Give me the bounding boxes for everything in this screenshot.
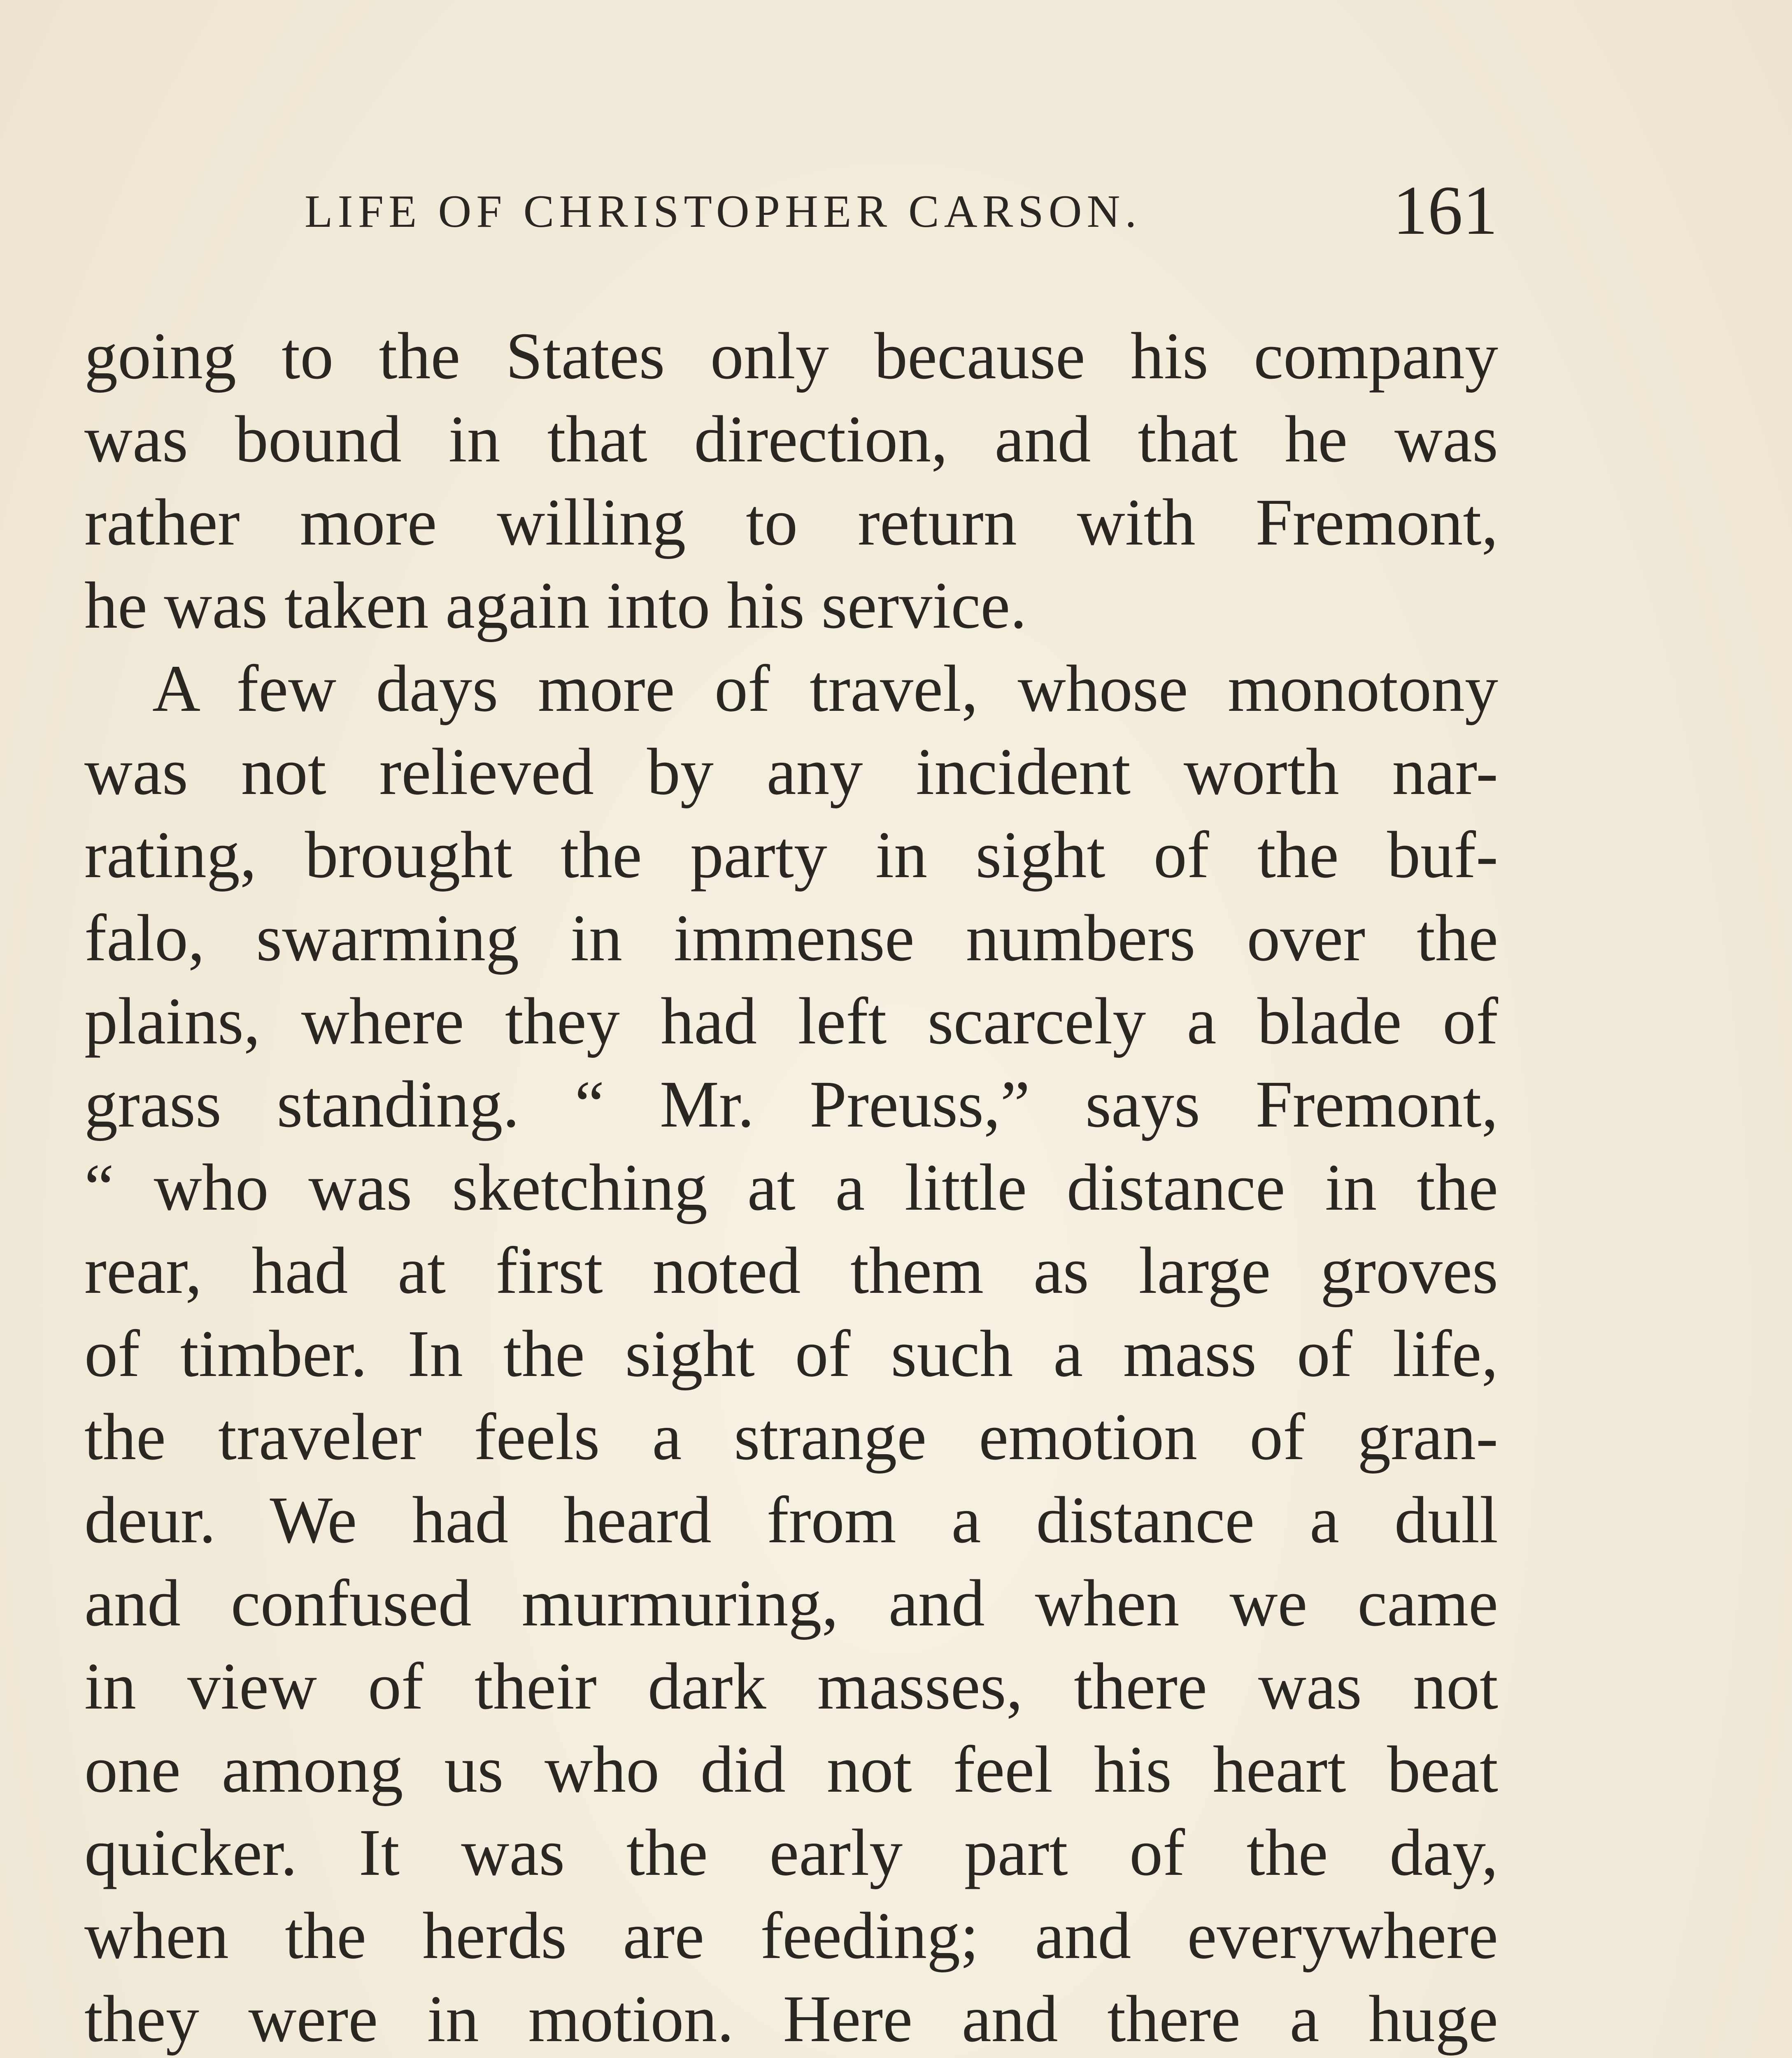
page-number: 161 xyxy=(1393,172,1498,249)
text-line: deur. We had heard from a distance a dull xyxy=(84,1483,1498,1557)
text-line: of timber. In the sight of such a mass of life, xyxy=(84,1317,1498,1391)
text-line: when the herds are feeding; and everywhere xyxy=(84,1899,1498,1973)
text-line: he was taken again into his service. xyxy=(84,569,1027,643)
text-line: “ who was sketching at a little distance in the xyxy=(84,1151,1498,1225)
running-title: LIFE OF CHRISTOPHER CARSON. xyxy=(305,186,1142,237)
text-line: going to the States only because his company xyxy=(84,319,1498,393)
text-line: was bound in that direction, and that he was xyxy=(84,403,1498,476)
text-line: one among us who did not feel his heart beat xyxy=(84,1733,1498,1807)
text-line: in view of their dark masses, there was not xyxy=(84,1650,1498,1723)
text-line: was not relieved by any incident worth nar- xyxy=(84,735,1498,809)
text-line: plains, where they had left scarcely a blade of xyxy=(84,985,1498,1058)
text-line: falo, swarming in immense numbers over the xyxy=(84,901,1498,975)
running-head xyxy=(82,173,1500,255)
body-text xyxy=(84,315,1498,2058)
text-line: grass standing. “ Mr. Preuss,” says Fremont, xyxy=(84,1068,1498,1141)
text-line: rating, brought the party in sight of the buf- xyxy=(84,818,1498,892)
text-line: and confused murmuring, and when we came xyxy=(84,1567,1498,1640)
text-line: rather more willing to return with Fremont, xyxy=(84,486,1498,559)
text-line: quicker. It was the early part of the day, xyxy=(84,1816,1498,1890)
text-line: rear, had at first noted them as large groves xyxy=(84,1234,1498,1308)
text-line: the traveler feels a strange emotion of gran- xyxy=(84,1400,1498,1474)
text-line: A few days more of travel, whose monotony xyxy=(152,652,1498,726)
text-line: they were in motion. Here and there a huge xyxy=(84,1982,1498,2056)
